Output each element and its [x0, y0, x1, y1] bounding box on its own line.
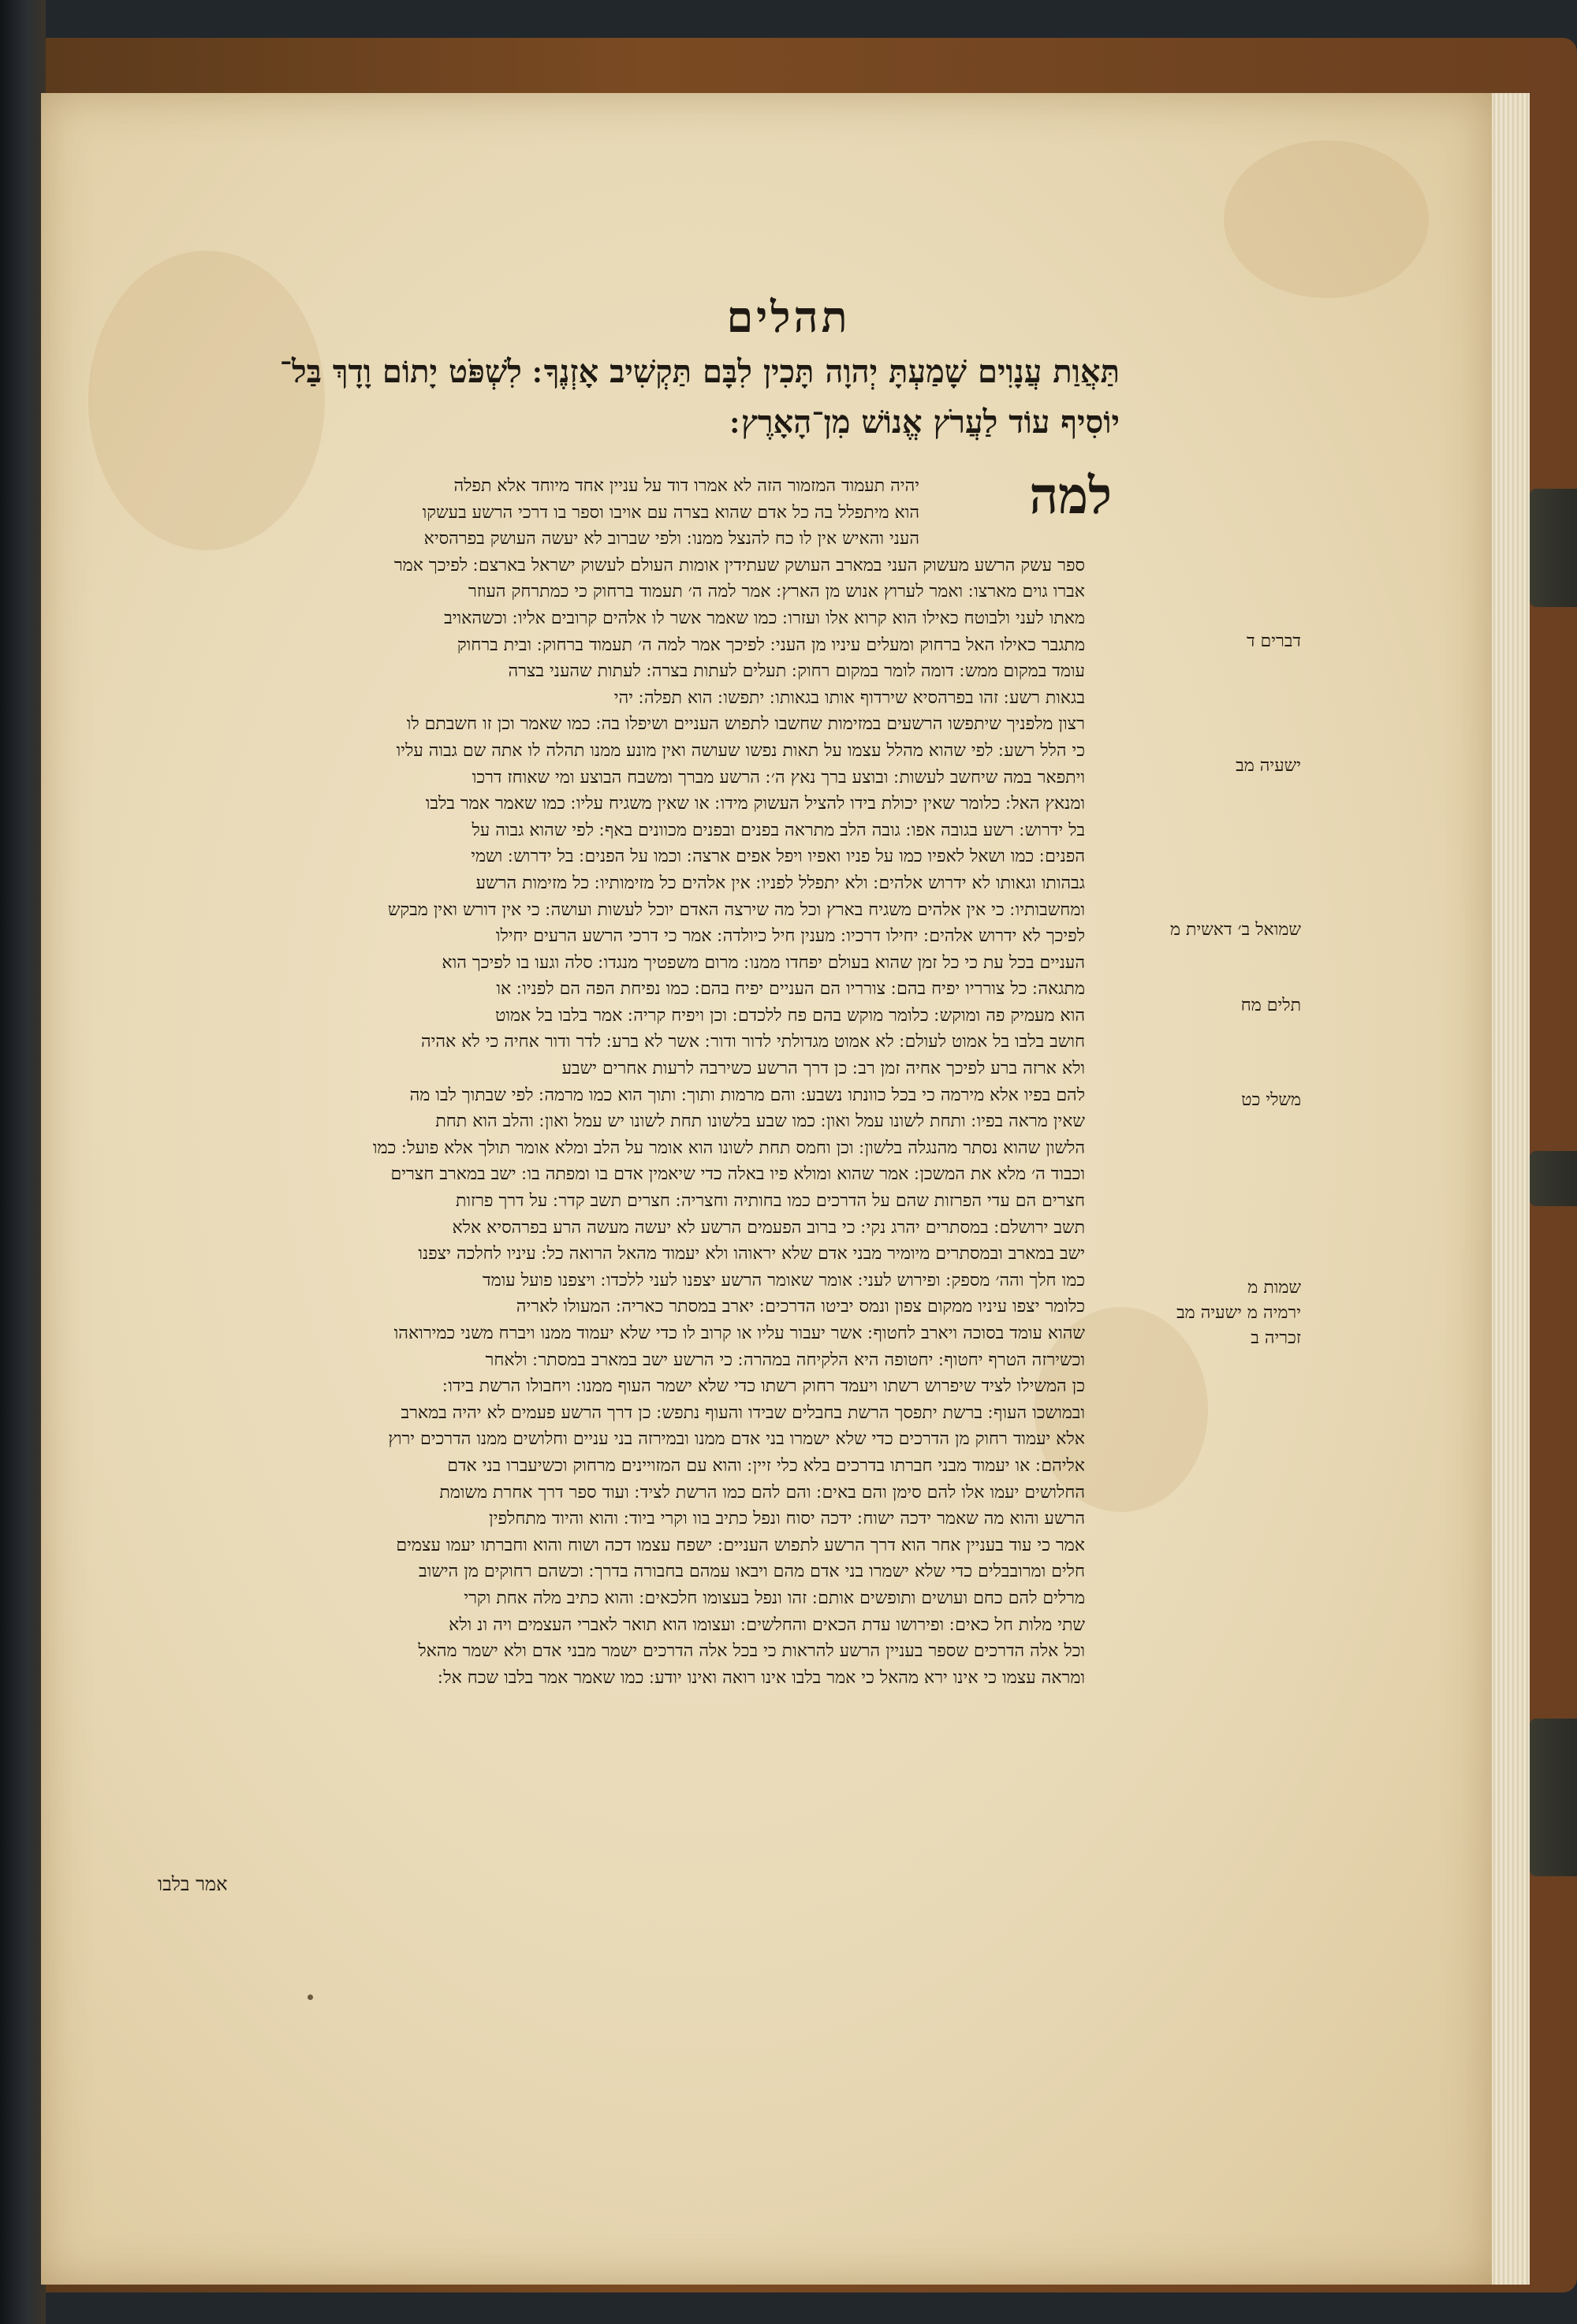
margin-reference: ישעיה מב: [1236, 756, 1301, 776]
left-page-edge: [0, 0, 46, 2324]
commentary-line: ובמושכו העוף ׃ ברשת יתפסך הרשת בחבלים שבידו והעוף נתפש ׃ כן דרך הרשע פעמים לא יהיה במארב: [401, 1402, 1085, 1423]
commentary-line: [158, 1691, 1085, 1718]
catchword: אמר בלבו: [158, 1873, 228, 1895]
commentary-line: שתי מלות חל כאים ׃ ופירושו עדת הכאים והחלשים ׃ ועצומו הוא תואר לאברי העצמים ויה ונ ולא: [449, 1615, 1085, 1635]
commentary-line: חצרים הם עדי הפרזות שהם על הדרכים כמו בחותיה וחצריה ׃ חצרים תשב קדר ׃ על דרך פרזות: [455, 1191, 1085, 1212]
commentary-line: כמו חלך והה׳ מספק ׃ ופירוש לעני ׃ אומר שאומר הרשע יצפנו לעני ללכדו ׃ ויצפנו פועל עומד: [483, 1270, 1085, 1290]
commentary-line: הרשע והוא מה שאמר ידכה ישוח ׃ ידכה יסוח ונפל כתיב בוו וקרי ביוד ׃ והוא והיוד מתחלפין: [489, 1509, 1085, 1529]
commentary-line: שהוא עומד בסוכה ויארב לחטוף ׃ אשר יעבור עליו או קרוב לו כדי שלא יעמוד ממנו ויברח משני כמירואהו: [393, 1324, 1085, 1343]
commentary-line: הוא מעמיק פה ומוקש ׃ כלומר מוקש בהם פח ללכדם ׃ וכן ויפיח קריה ׃ אמר בלבו בל אמוט: [495, 1005, 1085, 1026]
paper-stain: [1224, 140, 1429, 298]
margin-reference: משלי כט: [1241, 1090, 1301, 1110]
commentary-line: מאתו לעני ולבוטח כאילו הוא קרוא אלו ועזרו ׃ כמו שאמר אשר לו אלהים קרובים אליו ׃ וכשהאויב: [444, 608, 1085, 628]
commentary-line: ולא ארזה ברע לפיכך אחיה זמן רב ׃ כן דרך הרשע כשירבה לרעות אחרים ישבע: [561, 1059, 1085, 1079]
margin-reference: תלים מח: [1240, 996, 1301, 1015]
commentary-line: חלים ומרובבלים כדי שלא ישמרו בני אדם מהם ויבאו עמהם בחבורה בדרך ׃ וכשהם רחוקים מן הישוב: [418, 1562, 1085, 1582]
commentary-line: [158, 1718, 1085, 1745]
commentary-line: וכבוד ה׳ מלא את המשכן ׃ אמר שהוא ומולא פיו באלה כדי שיאמין אדם בו ומפתה בו ׃ ישב במארב חצרים: [390, 1164, 1085, 1185]
commentary-line: בל ידרוש ׃ רשע בגובה אפו ׃ גובה הלב מתראה בפנים ובפנים מכוונים באף ׃ לפי שהוא גבוה על: [472, 820, 1085, 840]
commentary-lemma: למה: [1029, 467, 1112, 526]
commentary-line: כי הלל רשע ׃ לפי שהוא מהלל עצמו על תאות נפשו שעושה ואין מונע ממנו תהלה לו אתה שם גבוה עליו: [396, 740, 1085, 761]
commentary-line: אמר כי עוד בעניין אחר הוא דרך הרשע לתפוש העניים ׃ ישפח עצמו דכה ושוח והוא וחברתו יעמו עצמים: [396, 1535, 1085, 1555]
commentary-line: אליהם ׃ או יעמוד מבני חברתו בדרכים בלא כלי זיין ׃ והוא עם המזויינים מרחוק וכשיעברו בני אדם: [447, 1455, 1085, 1476]
commentary-line: אלא יעמוד רחוק מן הדרכים כדי שלא ישמרו בני אדם ממנו ובמירזה בני עניים וחלושים ממנו הדרכים ירוץ: [388, 1429, 1085, 1450]
commentary-line: בגאות רשע ׃ זהו בפרהסיא שירדוף אותו בגאותו ׃ יתפשו ׃ הוא תפלה ׃ יהי: [613, 687, 1085, 708]
bookmark-tab: [1530, 489, 1577, 607]
margin-reference: ירמיה מ ישעיה מב: [1176, 1303, 1301, 1323]
commentary-line: וכשירזה הטרף יחטוף ׃ יחטופה היא הלקיחה במהרה ׃ כי הרשע ישב במארב במסתר ׃ ולאחר: [485, 1350, 1085, 1370]
margin-reference: זכריה ב: [1251, 1328, 1301, 1348]
page-edge-stack: [1492, 93, 1530, 2285]
page-title: תהלים: [726, 292, 851, 342]
margin-reference: שמואל ב׳ דאשית מ: [1170, 920, 1301, 940]
commentary-line: ויתפאר במה שיחשב לעשות ׃ ובוצע ברך נאץ ה׳ ׃ הרשע מברך ומשבח הבוצע ומי שאוחז דרכו: [472, 767, 1085, 788]
ink-speck: [308, 1994, 313, 2000]
commentary-line: שאין מראה בפיו ׃ ותחת לשונו עמל ואון ׃ כמו שבע בלשונו תחת לשונו יש עמל ואון ׃ והלב הוא תחת: [435, 1112, 1085, 1132]
commentary-line: עומד במקום ממש ׃ דומה לומר במקום רחוק ׃ תעלים לעתות בצרה ׃ לעתות שהעני בצרה: [508, 661, 1085, 682]
commentary-line: ישב במארב ובמסתרים מיומיר מבני אדם שלא יראוהו ולא יעמוד מהאל הרואה כל ׃ עיניו לחלכה יצפנו: [418, 1244, 1085, 1264]
commentary-line: [158, 1797, 1085, 1824]
commentary-line: הפנים ׃ כמו ושאל לאפיו כמו על פניו ואפיו ויפל אפים ארצה ׃ וכמו על הפנים ׃ בל ידרוש ׃ ושמי: [471, 847, 1085, 867]
commentary-line: [158, 1771, 1085, 1797]
margin-reference: שמות מ: [1247, 1278, 1301, 1298]
commentary-line: חושב בלבו בל אמוט לעולם ׃ לא אמוט מגדולתי לדור ודור ׃ אשר לא ברע ׃ לדר ודור אחיה כי לא אהיה: [420, 1032, 1085, 1052]
commentary-line: ומראה עצמו כי אינו ירא מהאל כי אמר בלבו אינו רואה ואינו יודע ׃ כמו שאמר אמר בלבו שכח אל ׃: [438, 1667, 1085, 1688]
bookmark-tab: [1530, 1151, 1577, 1206]
commentary-line: מרלים להם כחם ועושים ותופשים אותם ׃ זהו ונפל בעצומו חלכאים ׃ והוא כתיב מלה אחת וקרי: [464, 1588, 1085, 1608]
commentary-line: ומחשבותיו ׃ כי אין אלהים משגיח בארץ וכל מה שירצה האדם יוכל לעשות ועושה ׃ כי אין דורש ואין מבקש: [387, 899, 1085, 920]
commentary-line: הלשון שהוא נסתר מהנגלה בלשון ׃ וכן וחמס תחת לשונו הוא אומר על הלב ומלא אומר תולך אלא פועל ׃ כמו: [372, 1138, 1085, 1158]
commentary-line: העניים בכל עת כי כל זמן שהוא בעולם יפחדו ממנו ׃ מרום משפטיך מנגדו ׃ סלה וגעו בו לפיכך הוא: [442, 952, 1085, 973]
commentary-line: מתגאה ׃ כל צורריו יפיח בהם ׃ צורריו הם העניים יפיח בהם ׃ כמו נפיחת הפה הם לפניו ׃ או: [496, 979, 1085, 1000]
commentary-line: העני והאיש אין לו כח להנצל ממנו ׃ ולפי שברוב לא יעשה העושק בפרהסיא: [423, 529, 919, 549]
commentary-line: גבהותו וגאותו לא ידרוש אלהים ׃ ולא יתפלל לפניו ׃ אין אלהים כל מזימותיו ׃ כל מזימות הרשע: [475, 873, 1085, 893]
commentary-line: להם בפיו אלא מירמה כי בכל כוונתו נשבע ׃ והם מרמות ותוך ׃ ותוך הוא כמו מרמה ׃ לפי שבתוך לבו מה: [409, 1085, 1085, 1105]
commentary-line: ספר עשק הרשע מעשוק העני במארב העושק שעתידין אומות העולם לעשוק ישראל בארצם ׃ לפיכך אמר: [393, 555, 1085, 575]
commentary-line: יהיה תעמוד המזמור הזה לא אמרו דוד על עניין אחד מיוחד אלא תפלה: [453, 476, 919, 496]
bookmark-tab: [1530, 1719, 1577, 1876]
psalm-verse-line: תַּאֲוַת עֲנָוִים שָׁמַעְתָּ יְהוָה תָּכִין לִבָּם תַּקְשִׁיב אָזְנֶךָ ׃ לִשְׁפֹּט יָתוֹם וָדָךְ בַּל־: [279, 353, 1120, 390]
commentary-line: תשב ירושלם ׃ במסתרים יהרג נקי ׃ כי ברוב הפעמים הרשע לא יעשה מעשה הרע בפרהסיא אלא: [452, 1217, 1085, 1238]
commentary-line: וכל אלה הדרכים שספר בעניין הרשע להראות כי בכל אלה הדרכים ישמר מבני אדם ולא ישמר מהאל: [418, 1641, 1085, 1662]
commentary-line: כלומר יצפו עיניו ממקום צפון ונמס יביטו הדרכים ׃ יארב במסתר כאריה ׃ המעולו לאריה: [516, 1297, 1085, 1317]
commentary-line: החלושים יעמו אלו להם סימן והם באים ׃ והם להם כמו הרשת לציד ׃ ועוד ספר דרך אחרת משומת: [439, 1482, 1085, 1503]
commentary-line: [158, 1745, 1085, 1771]
commentary-line: מתגבר כאילו האל ברחוק ומעלים עיניו מן העני ׃ לפיכך אמר למה ה׳ תעמוד ברחוק ׃ ובית ברחוק: [457, 635, 1085, 655]
commentary-line: כן המשילו לציד שיפרוש רשתו ויעמד רחוק רשתו כדי שלא ישמר העוף ממנו ׃ ויחבולו הרשת בידו ׃: [442, 1376, 1085, 1397]
psalm-verse-line: יוֹסִיף עוֹד לַעֲרֹץ אֱנוֹשׁ מִן־הָאָרֶץ ׃: [730, 404, 1120, 441]
commentary-line: רצון מלפניך שיתפשו הרשעים במזימות שחשבו לתפוש העניים ושיפלו בה ׃ כמו שאמר וכן זו חשבתם לו: [406, 714, 1085, 735]
commentary-line: ומנאץ האל ׃ כלומר שאין יכולת בידו להציל העשוק מידו ׃ או שאין משגיח עליו ׃ כמו שאמר אמר בלבו: [425, 794, 1085, 814]
margin-reference: דברים ד: [1246, 631, 1301, 651]
commentary-text: [158, 473, 1085, 1823]
commentary-line: לפיכך לא ידרוש אלהים ׃ יחילו דרכיו ׃ מענין חיל כיולדה ׃ אמר כי דרכי הרשע הרעים יחילו: [495, 926, 1085, 947]
commentary-line: הוא מיתפלל בה כל אדם שהוא בצרה עם אויבו וספר בו דרכי הרשע בעשקו: [422, 502, 919, 523]
commentary-line: אברו גוים מארצו ׃ ואמר לערוץ אנוש מן הארץ ׃ אמר למה ה׳ תעמוד ברחוק כי כמתרחק העוזר: [468, 582, 1085, 602]
